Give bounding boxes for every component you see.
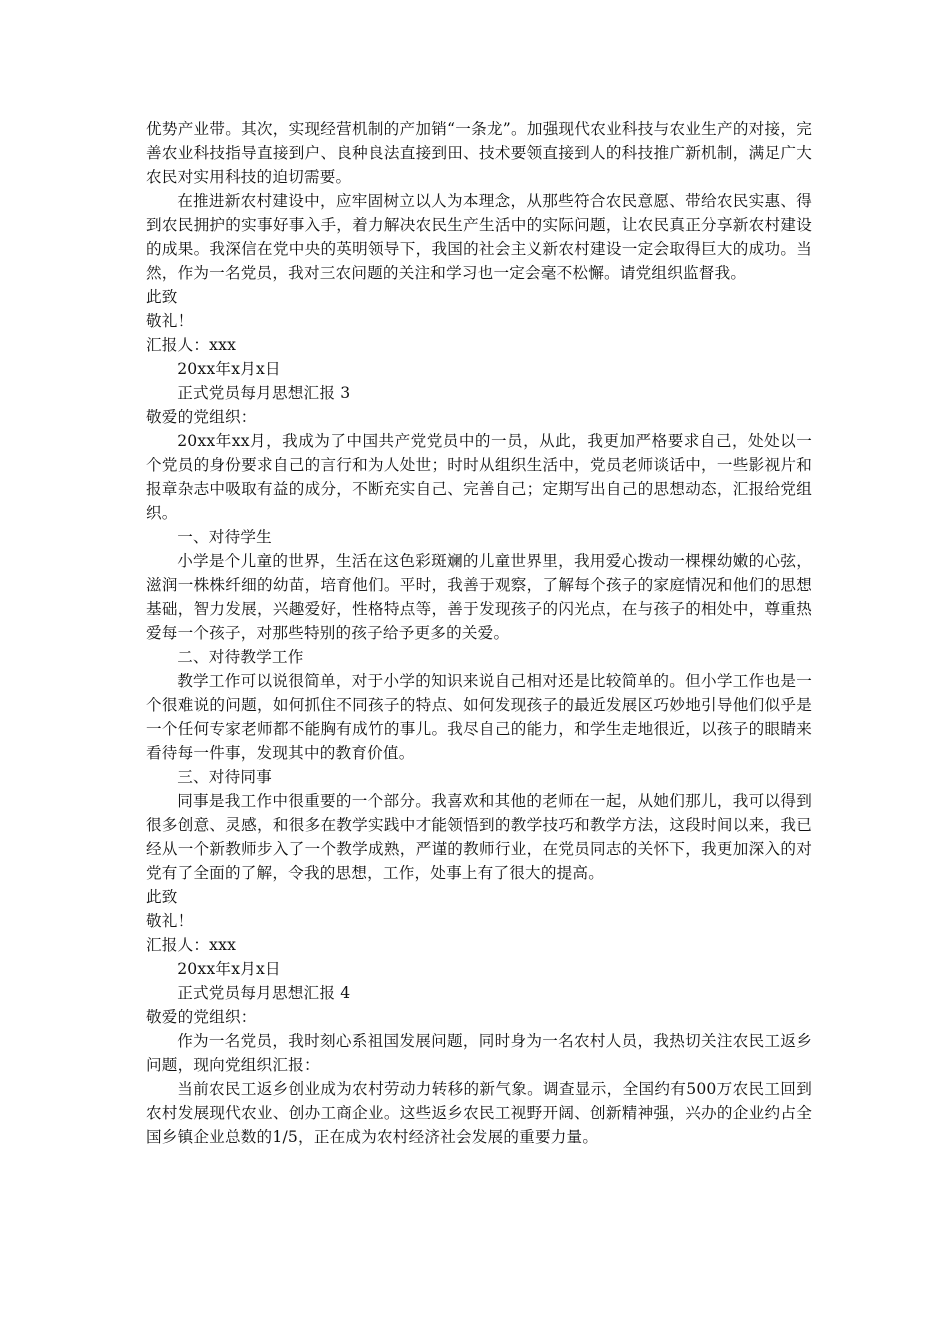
subsection-heading: 一、对待学生 — [177, 528, 272, 546]
body-paragraph: 作为一名党员，我时刻心系祖国发展问题，同时身为一名农村人员，我热切关注农民工返乡问题，现向党组织汇报： — [146, 1032, 812, 1074]
document-page — [146, 117, 812, 1149]
body-paragraph: 教学工作可以说很简单，对于小学的知识来说自己相对还是比较简单的。但小学工作也是一个很难说的问题，如何抓住不同孩子的特点、如何发现孩子的最近发展区巧妙地引导他们似乎是一个任何专家老师都不能胸有成竹的事儿。我尽自己的能力，和学生走地很近，以孩子的眼睛来看待每一件事，发现其中的教育价值。 — [146, 672, 812, 762]
reporter-signature: 汇报人：xxx — [146, 936, 237, 954]
body-paragraph: 优势产业带。其次，实现经营机制的产加销“一条龙”。加强现代农业科技与农业生产的对接，完善农业科技指导直接到户、良种良法直接到田、技术要领直接到人的科技推广新机制，满足广大农民对实用科技的迫切需要。 — [146, 120, 812, 186]
body-paragraph: 20xx年xx月，我成为了中国共产党党员中的一员，从此，我更加严格要求自己，处处以一个党员的身份要求自己的言行和为人处世；时时从组织生活中，党员老师谈话中，一些影视片和报章杂志中吸取有益的成分，不断充实自己、完善自己；定期写出自己的思想动态，汇报给党组织。 — [146, 432, 812, 522]
section-title: 正式党员每月思想汇报 4 — [177, 984, 351, 1002]
body-paragraph: 当前农民工返乡创业成为农村劳动力转移的新气象。调查显示，全国约有500万农民工回到农村发展现代农业、创办工商企业。这些返乡农民工视野开阔、创新精神强，兴办的企业约占全国乡镇企业总数的1/5，正在成为农村经济社会发展的重要力量。 — [146, 1080, 812, 1146]
salutation: 敬爱的党组织： — [146, 1008, 257, 1026]
report-date: 20xx年x月x日 — [177, 360, 281, 378]
reporter-signature: 汇报人：xxx — [146, 336, 237, 354]
body-paragraph: 在推进新农村建设中，应牢固树立以人为本理念，从那些符合农民意愿、带给农民实惠、得到农民拥护的实事好事入手，着力解决农民生产生活中的实际问题，让农民真正分享新农村建设的成果。我深信在党中央的英明领导下，我国的社会主义新农村建设一定会取得巨大的成功。当然，作为一名党员，我对三农问题的关注和学习也一定会毫不松懈。请党组织监督我。 — [146, 192, 812, 282]
closing-line: 此致 — [146, 888, 178, 906]
body-paragraph: 同事是我工作中很重要的一个部分。我喜欢和其他的老师在一起，从她们那儿，我可以得到很多创意、灵感，和很多在教学实践中才能领悟到的教学技巧和教学方法，这段时间以来，我已经从一个新教师步入了一个教学成熟，严谨的教师行业，在党员同志的关怀下，我更加深入的对党有了全面的了解，令我的思想，工作，处事上有了很大的提高。 — [146, 792, 812, 882]
closing-line: 敬礼！ — [146, 312, 194, 330]
salutation: 敬爱的党组织： — [146, 408, 257, 426]
subsection-heading: 二、对待教学工作 — [177, 648, 304, 666]
body-paragraph: 小学是个儿童的世界，生活在这色彩斑斓的儿童世界里，我用爱心拨动一棵棵幼嫩的心弦，滋润一株株纤细的幼苗，培育他们。平时，我善于观察，了解每个孩子的家庭情况和他们的思想基础，智力发展，兴趣爱好，性格特点等，善于发现孩子的闪光点，在与孩子的相处中，尊重热爱每一个孩子，对那些特别的孩子给予更多的关爱。 — [146, 552, 812, 642]
subsection-heading: 三、对待同事 — [177, 768, 272, 786]
section-title: 正式党员每月思想汇报 3 — [177, 384, 351, 402]
closing-line: 敬礼！ — [146, 912, 194, 930]
closing-line: 此致 — [146, 288, 178, 306]
report-date: 20xx年x月x日 — [177, 960, 281, 978]
